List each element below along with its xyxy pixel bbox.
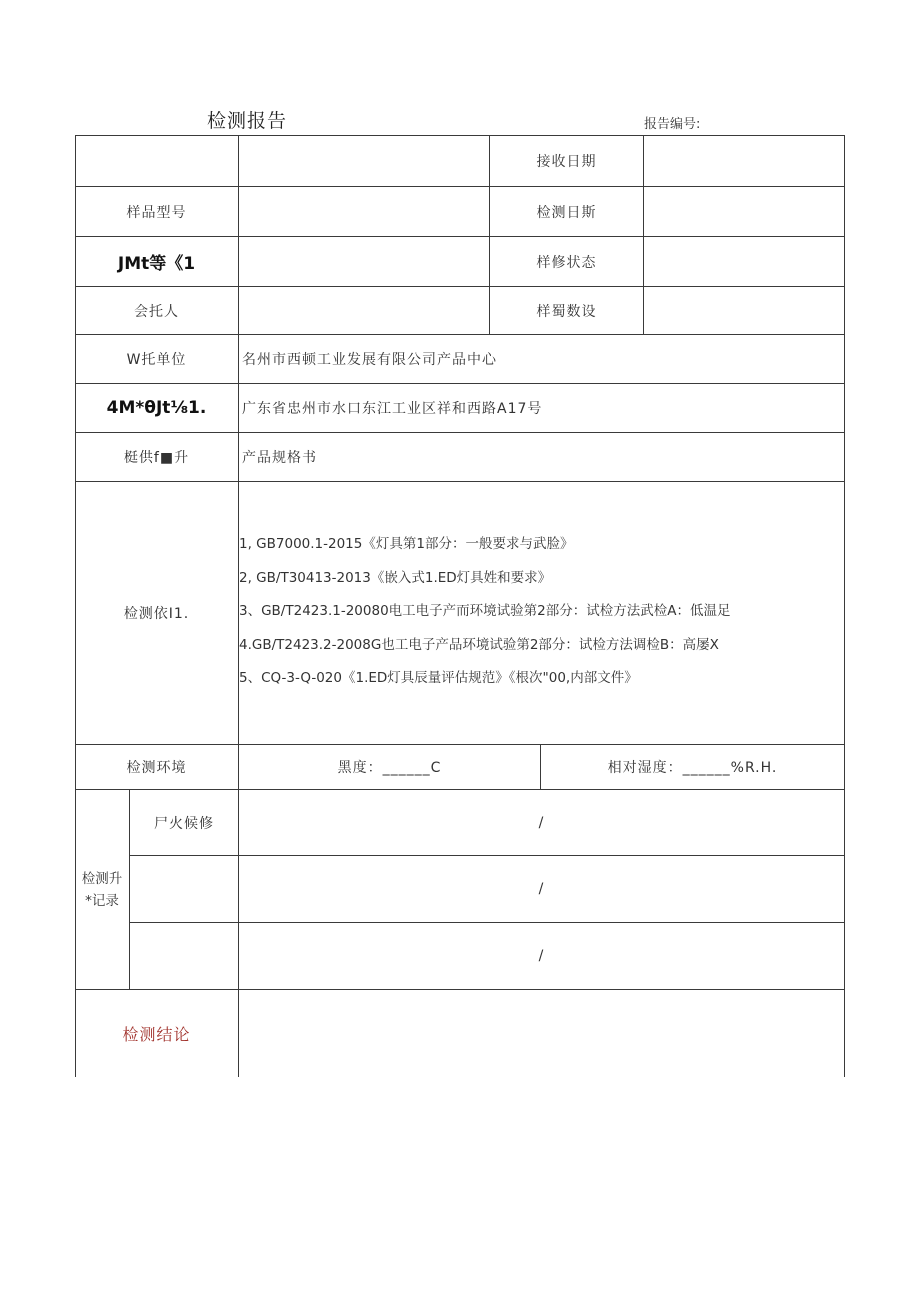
- row1-value: [239, 135, 489, 186]
- client-unit-label: W托单位: [126, 352, 187, 368]
- sample-grade-value: [239, 237, 489, 286]
- record-value-2: /: [538, 881, 545, 897]
- client-person-value: [239, 287, 489, 334]
- standard-item: 4.GB/T2423.2-2008G也工电子产品环境试验第2部分：试检方法调检B：高屡X: [239, 636, 719, 653]
- test-date-label: 检测日斯: [536, 204, 597, 221]
- address-value: 广东省忠州市水口东江工业区祥和西路A17号: [242, 401, 543, 417]
- receive-date-label: 接收日期: [536, 153, 597, 170]
- temperature-field: 黑度：______C: [337, 760, 442, 776]
- rule-right: [844, 135, 845, 1077]
- sample-model-label: 样品型号: [126, 204, 187, 221]
- record-value-1: /: [538, 814, 545, 831]
- record-item-2: [130, 856, 238, 922]
- report-form: [75, 135, 845, 1077]
- client-unit-value: 名州市西顿工业发展有限公司产品中心: [242, 352, 497, 368]
- provided-docs-value: 产品规格书: [242, 450, 317, 466]
- sample-count-label: 样蜀数设: [536, 303, 597, 320]
- page-title: 检测报告: [207, 110, 288, 132]
- sample-state-label: 样修状态: [536, 254, 597, 271]
- sample-count-value: [644, 287, 844, 334]
- record-item-1: 尸火候修: [154, 815, 214, 832]
- test-basis-list: [239, 528, 839, 696]
- test-basis-label: 检测依I1.: [123, 606, 190, 622]
- client-person-label: 会托人: [134, 303, 179, 320]
- conclusion-label: 检测结论: [122, 1025, 191, 1044]
- environment-label: 检测环境: [126, 760, 187, 776]
- test-date-value: [644, 187, 844, 236]
- sample-model-value: [239, 187, 489, 236]
- address-label: 4M*θJt⅛1.: [106, 398, 207, 418]
- record-value-3: /: [538, 948, 545, 964]
- humidity-field: 相对湿度：______%R.H.: [607, 760, 778, 776]
- conclusion-value: [239, 990, 842, 1077]
- report-number-label: 报告编号:: [644, 117, 701, 132]
- standard-item: 2, GB/T30413-2013《嵌入式1.ED灯具姓和要求》: [239, 569, 552, 586]
- records-label: [75, 790, 129, 989]
- sample-grade-label: JMt等《1: [117, 254, 196, 274]
- provided-docs-label: 梃供f■升: [123, 450, 190, 466]
- standard-item: 5、CQ-3-Q-020《1.ED灯具辰量评估规范》《根次"00,内部文件》: [239, 670, 638, 686]
- row1-label: [75, 135, 238, 186]
- sample-state-value: [644, 237, 844, 286]
- standard-item: 3、GB/T2423.1-20080电工电子产而环境试验第2部分：试检方法武检A：低温足: [239, 603, 731, 619]
- record-item-3: [130, 923, 238, 989]
- standard-item: 1, GB7000.1-2015《灯具第1部分：一般要求与武脸》: [239, 536, 574, 552]
- records-label-line1: 检测升: [81, 870, 123, 887]
- records-label-line2: *记录: [85, 892, 119, 909]
- receive-date-value: [644, 135, 844, 186]
